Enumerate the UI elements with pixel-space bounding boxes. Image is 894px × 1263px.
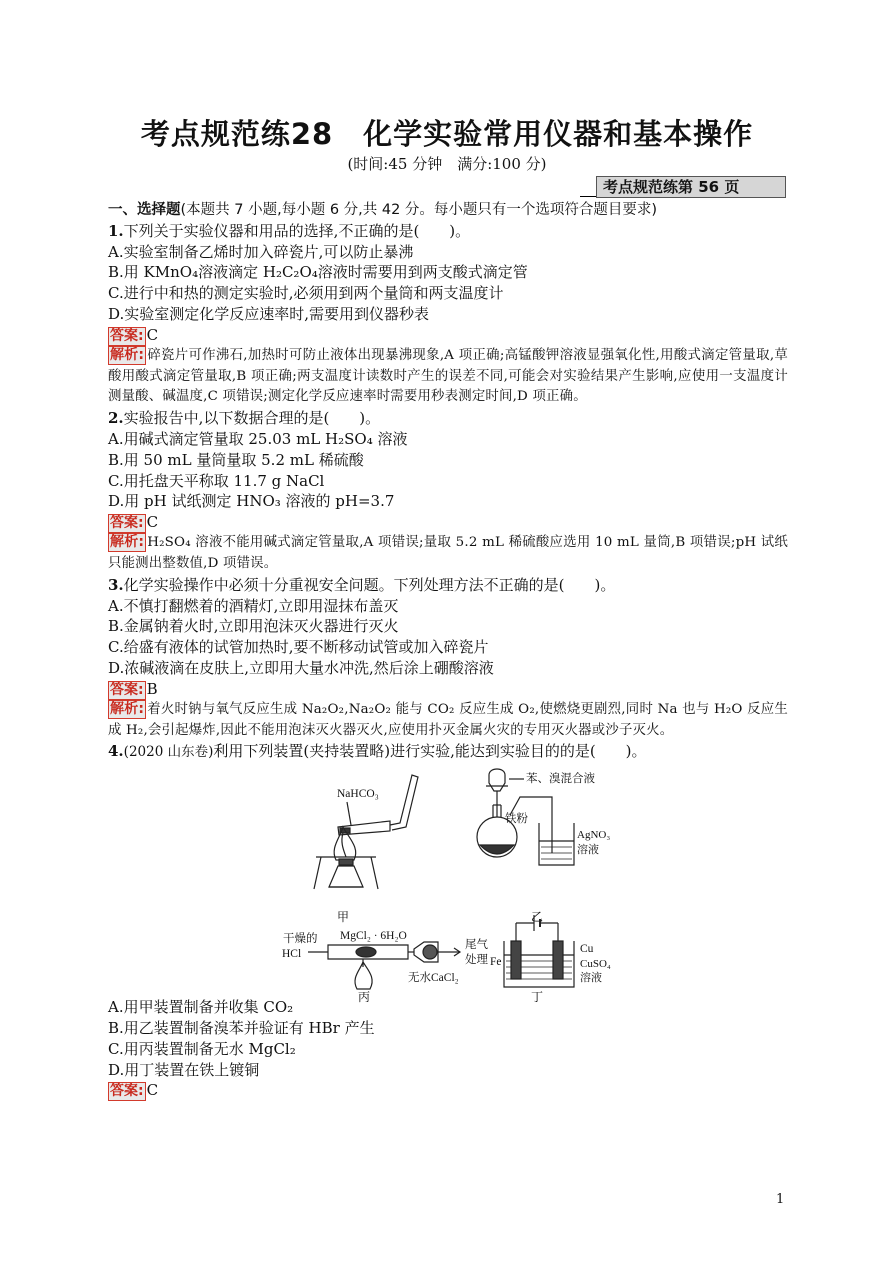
option-c: C.用丙装置制备无水 MgCl₂ (108, 1039, 296, 1058)
option-d: D.用丁装置在铁上镀铜 (108, 1060, 260, 1079)
bing-outlet-label-2: 处理 (465, 954, 488, 967)
bing-dryer-label: 无水CaCl₂ (408, 972, 459, 985)
analysis-tag: 解析: (110, 346, 145, 363)
option-a: A.不慎打翻燃着的酒精灯,立即用湿抹布盖灭 (108, 596, 399, 615)
ding-caption: 丁 (531, 990, 544, 1005)
analysis-text: 碎瓷片可作沸石,加热时可防止液体出现暴沸现象,A 项正确;高锰酸钾溶液显强氧化性,用酸式滴定管量取,草酸用酸式滴定管量取,B 项正确;两支温度计读数时产生的误差不同,可能会对实验结果产生影响,应使用一支温度计测量酸、碱温度,C 项错误;测定化学反应速率时需要用秒表测定时间,D 项正确。 (108, 347, 788, 405)
question-number: 4. (108, 742, 124, 761)
ding-right-electrode-label: Cu (580, 943, 594, 956)
yi-funnel-label: 苯、溴混合液 (526, 773, 595, 786)
page-number: 1 (776, 1192, 785, 1207)
yi-beaker-label-2: 溶液 (577, 844, 599, 857)
answer-value: B (146, 679, 158, 698)
option-a: A.实验室制备乙烯时加入碎瓷片,可以防止暴沸 (108, 242, 414, 261)
content (108, 200, 788, 1101)
option-a: A.用甲装置制备并收集 CO₂ (108, 998, 294, 1017)
question-1-stem (108, 221, 788, 242)
answer-tag: 答案: (110, 515, 144, 532)
analysis-text: 着火时钠与氧气反应生成 Na₂O₂,Na₂O₂ 能与 CO₂ 反应生成 O₂,使燃烧更剧烈,同时 Na 也与 H₂O 反应生成 H₂,会引起爆炸,因此不能用泡沫灭火器灭火,应使用扑灭金属火灾的专用灭火器或沙子灭火。 (108, 701, 788, 738)
option-b: B.用 50 mL 量筒量取 5.2 mL 稀硫酸 (108, 450, 364, 469)
section-label: 一、选择题 (108, 202, 181, 218)
question-4-stem (108, 741, 788, 763)
answer-line (108, 679, 788, 700)
bing-sample-label: MgCl₂ · 6H₂O (340, 930, 407, 943)
page-title: 考点规范练28 化学实验常用仪器和基本操作 (140, 117, 754, 151)
page-subtitle: (时间:45 分钟 满分:100 分) (347, 155, 547, 173)
apparatus-yi (477, 769, 610, 924)
question-3-stem (108, 575, 788, 596)
answer-line (108, 512, 788, 533)
analysis-paragraph (108, 533, 788, 575)
question-text: 化学实验操作中必须十分重视安全问题。下列处理方法不正确的是( )。 (123, 575, 616, 594)
option-d: D.浓碱液滴在皮肤上,立即用大量水冲洗,然后涂上硼酸溶液 (108, 658, 494, 677)
answer-line (108, 325, 788, 346)
apparatus-bing (282, 930, 488, 1004)
question-text: 下列关于实验仪器和用品的选择,不正确的是( )。 (123, 221, 471, 240)
bing-inlet-label-2: HCl (282, 948, 302, 961)
option-b: B.用乙装置制备溴苯并验证有 HBr 产生 (108, 1018, 375, 1037)
answer-value: C (146, 1081, 159, 1100)
section-note: (本题共 7 小题,每小题 6 分,共 42 分。每小题只有一个选项符合题目要求) (180, 202, 658, 218)
apparatus-ding (490, 915, 611, 1004)
option-a: A.用碱式滴定管量取 25.03 mL H₂SO₄ 溶液 (108, 429, 408, 448)
analysis-paragraph (108, 700, 788, 742)
question-number: 1. (108, 221, 124, 240)
yi-caption: 乙 (531, 910, 544, 925)
analysis-paragraph (108, 346, 788, 408)
ding-solution-label-1: CuSO₄ (580, 958, 611, 971)
question-2-stem (108, 408, 788, 429)
answer-value: C (146, 325, 159, 344)
question-number: 2. (108, 409, 124, 428)
page-ref-box: 考点规范练第 56 页 (596, 176, 786, 198)
option-b: B.用 KMnO₄溶液滴定 H₂C₂O₄溶液时需要用到两支酸式滴定管 (108, 263, 528, 282)
apparatus-drawing (108, 765, 788, 1005)
apparatus-figure (108, 765, 788, 1005)
answer-line (108, 1080, 788, 1101)
yi-flask-label: 铁粉 (505, 813, 528, 826)
question-text: 利用下列装置(夹持装置略)进行实验,能达到实验目的的是( )。 (213, 742, 647, 761)
question-number: 3. (108, 575, 124, 594)
jia-reagent-label: NaHCO₃ (337, 788, 379, 801)
bing-caption: 丙 (358, 990, 371, 1005)
answer-tag: 答案: (110, 681, 144, 698)
ding-left-electrode-label: Fe (490, 956, 502, 969)
question-source: (2020 山东卷) (123, 744, 214, 761)
option-b: B.金属钠着火时,立即用泡沫灭火器进行灭火 (108, 617, 399, 636)
answer-value: C (146, 513, 159, 532)
section-heading (108, 200, 788, 221)
option-c: C.进行中和热的测定实验时,必须用到两个量筒和两支温度计 (108, 284, 504, 303)
ding-solution-label-2: 溶液 (580, 972, 602, 985)
analysis-tag: 解析: (110, 534, 145, 551)
answer-tag: 答案: (110, 1083, 144, 1100)
answer-tag: 答案: (110, 327, 144, 344)
bing-outlet-label-1: 尾气 (465, 939, 488, 952)
option-c: C.给盛有液体的试管加热时,要不断移动试管或加入碎瓷片 (108, 638, 489, 657)
option-c: C.用托盘天平称取 11.7 g NaCl (108, 471, 325, 490)
option-d: D.用 pH 试纸测定 HNO₃ 溶液的 pH=3.7 (108, 492, 395, 511)
page-ref-rule (580, 196, 596, 197)
analysis-tag: 解析: (110, 700, 145, 717)
apparatus-jia (314, 775, 418, 924)
jia-caption: 甲 (337, 910, 350, 925)
question-text: 实验报告中,以下数据合理的是( )。 (123, 409, 381, 428)
option-d: D.实验室测定化学反应速率时,需要用到仪器秒表 (108, 304, 430, 323)
bing-inlet-label-1: 干燥的 (283, 933, 318, 946)
analysis-text: H₂SO₄ 溶液不能用碱式滴定管量取,A 项错误;量取 5.2 mL 稀硫酸应选用 10 mL 量筒,B 项错误;pH 试纸只能测出整数值,D 项错误。 (108, 535, 788, 571)
yi-beaker-label-1: AgNO₃ (577, 829, 611, 842)
